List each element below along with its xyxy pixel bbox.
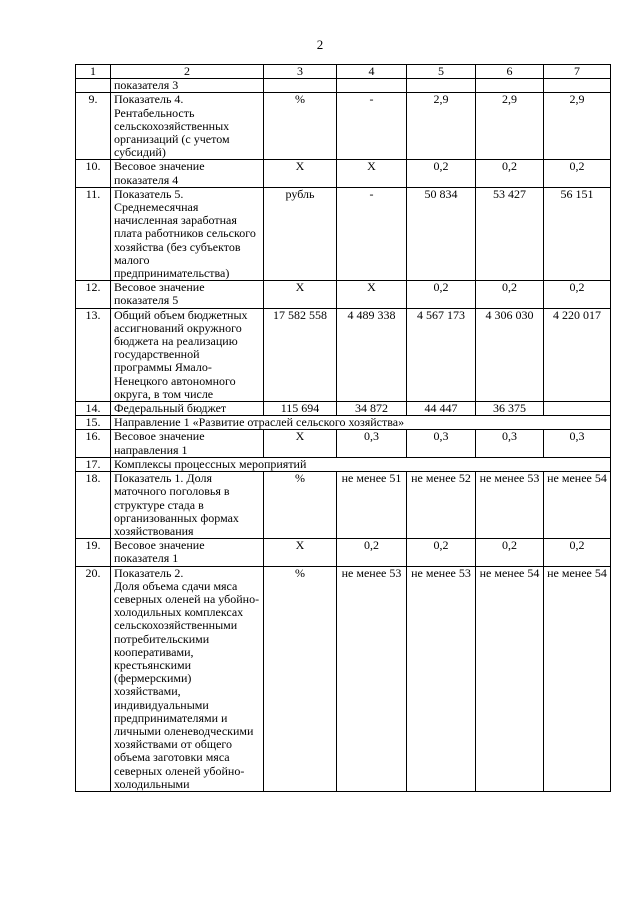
row-number: 15. xyxy=(76,416,111,430)
indicators-table xyxy=(75,64,611,792)
table-row xyxy=(76,160,611,187)
value-cell xyxy=(544,79,611,93)
header-cell: 1 xyxy=(76,65,111,79)
section-title: Комплексы процессных мероприятий xyxy=(111,457,611,471)
unit-cell: % xyxy=(264,93,337,160)
indicator-name: Показатель 2. Доля объема сдачи мяса северных оленей на убойно-холодильных комплексах сельскохозяйственными потребительскими кооперативами, крестьянскими (фермерскими) хозяйствами, индивидуальными предпринимателями и личными оленеводческими хозяйствами от общего объема заготовки мяса северных оленей убойно-холодильными xyxy=(111,566,264,791)
row-number: 10. xyxy=(76,160,111,187)
header-cell: 7 xyxy=(544,65,611,79)
value-cell: 0,2 xyxy=(544,160,611,187)
row-number: 20. xyxy=(76,566,111,791)
table-header-row xyxy=(76,65,611,79)
value-cell: 4 306 030 xyxy=(476,308,544,401)
table-row xyxy=(76,79,611,93)
value-cell: Х xyxy=(337,281,407,308)
value-cell: не менее 54 xyxy=(476,566,544,791)
row-number: 13. xyxy=(76,308,111,401)
indicator-name: Общий объем бюджетных ассигнований окружного бюджета на реализацию государственной программы Ямало-Ненецкого автономного округа, в том числе xyxy=(111,308,264,401)
unit-cell xyxy=(264,79,337,93)
value-cell: 44 447 xyxy=(407,402,476,416)
value-cell: 4 567 173 xyxy=(407,308,476,401)
value-cell: 4 489 338 xyxy=(337,308,407,401)
value-cell: 2,9 xyxy=(407,93,476,160)
value-cell xyxy=(544,402,611,416)
indicator-name: показателя 3 xyxy=(111,79,264,93)
value-cell: 0,2 xyxy=(407,160,476,187)
value-cell: 0,2 xyxy=(476,539,544,566)
value-cell: 2,9 xyxy=(544,93,611,160)
table-row xyxy=(76,430,611,457)
row-number: 9. xyxy=(76,93,111,160)
table-row xyxy=(76,281,611,308)
value-cell: не менее 51 xyxy=(337,472,407,539)
table-row xyxy=(76,187,611,280)
header-cell: 2 xyxy=(111,65,264,79)
indicator-name: Весовое значение направления 1 xyxy=(111,430,264,457)
value-cell: 0,2 xyxy=(476,160,544,187)
value-cell: не менее 53 xyxy=(337,566,407,791)
header-cell: 4 xyxy=(337,65,407,79)
value-cell: - xyxy=(337,187,407,280)
row-number: 14. xyxy=(76,402,111,416)
value-cell: не менее 53 xyxy=(407,566,476,791)
value-cell: 50 834 xyxy=(407,187,476,280)
value-cell: 0,2 xyxy=(407,539,476,566)
unit-cell: 115 694 xyxy=(264,402,337,416)
value-cell: 0,3 xyxy=(544,430,611,457)
value-cell: 0,2 xyxy=(544,539,611,566)
value-cell xyxy=(337,79,407,93)
unit-cell: Х xyxy=(264,430,337,457)
row-number: 11. xyxy=(76,187,111,280)
indicator-name: Весовое значение показателя 5 xyxy=(111,281,264,308)
value-cell: 0,3 xyxy=(407,430,476,457)
value-cell: 0,2 xyxy=(544,281,611,308)
table-row xyxy=(76,472,611,539)
table-row xyxy=(76,416,611,430)
header-cell: 3 xyxy=(264,65,337,79)
table-row xyxy=(76,308,611,401)
table-row xyxy=(76,402,611,416)
indicator-name: Показатель 4. Рентабельность сельскохозяйственных организаций (с учетом субсидий) xyxy=(111,93,264,160)
value-cell: не менее 52 xyxy=(407,472,476,539)
row-number: 12. xyxy=(76,281,111,308)
indicator-name: Весовое значение показателя 1 xyxy=(111,539,264,566)
table-row xyxy=(76,457,611,471)
value-cell: Х xyxy=(337,160,407,187)
table-row xyxy=(76,566,611,791)
value-cell xyxy=(476,79,544,93)
unit-cell: Х xyxy=(264,160,337,187)
value-cell: 36 375 xyxy=(476,402,544,416)
unit-cell: 17 582 558 xyxy=(264,308,337,401)
indicator-name: Показатель 5. Среднемесячная начисленная заработная плата работников сельского хозяйства (без субъектов малого предпринимательства) xyxy=(111,187,264,280)
table-row xyxy=(76,93,611,160)
row-number: 19. xyxy=(76,539,111,566)
row-number: 16. xyxy=(76,430,111,457)
section-title: Направление 1 «Развитие отраслей сельского хозяйства» xyxy=(111,416,611,430)
row-number: 18. xyxy=(76,472,111,539)
unit-cell: рубль xyxy=(264,187,337,280)
value-cell: 4 220 017 xyxy=(544,308,611,401)
table-row xyxy=(76,539,611,566)
unit-cell: % xyxy=(264,566,337,791)
page-number: 2 xyxy=(316,37,324,52)
indicator-name: Федеральный бюджет xyxy=(111,402,264,416)
value-cell: 0,3 xyxy=(476,430,544,457)
unit-cell: Х xyxy=(264,539,337,566)
value-cell: 0,2 xyxy=(407,281,476,308)
value-cell: не менее 53 xyxy=(476,472,544,539)
value-cell: - xyxy=(337,93,407,160)
value-cell xyxy=(407,79,476,93)
header-cell: 5 xyxy=(407,65,476,79)
row-number: 17. xyxy=(76,457,111,471)
indicator-name: Весовое значение показателя 4 xyxy=(111,160,264,187)
value-cell: 2,9 xyxy=(476,93,544,160)
value-cell: 56 151 xyxy=(544,187,611,280)
unit-cell: Х xyxy=(264,281,337,308)
unit-cell: % xyxy=(264,472,337,539)
value-cell: 0,2 xyxy=(337,539,407,566)
value-cell: 34 872 xyxy=(337,402,407,416)
value-cell: не менее 54 xyxy=(544,566,611,791)
value-cell: 53 427 xyxy=(476,187,544,280)
value-cell: 0,2 xyxy=(476,281,544,308)
value-cell: 0,3 xyxy=(337,430,407,457)
indicator-name: Показатель 1. Доля маточного поголовья в структуре стада в организованных формах хозяйствования xyxy=(111,472,264,539)
header-cell: 6 xyxy=(476,65,544,79)
value-cell: не менее 54 xyxy=(544,472,611,539)
row-number xyxy=(76,79,111,93)
